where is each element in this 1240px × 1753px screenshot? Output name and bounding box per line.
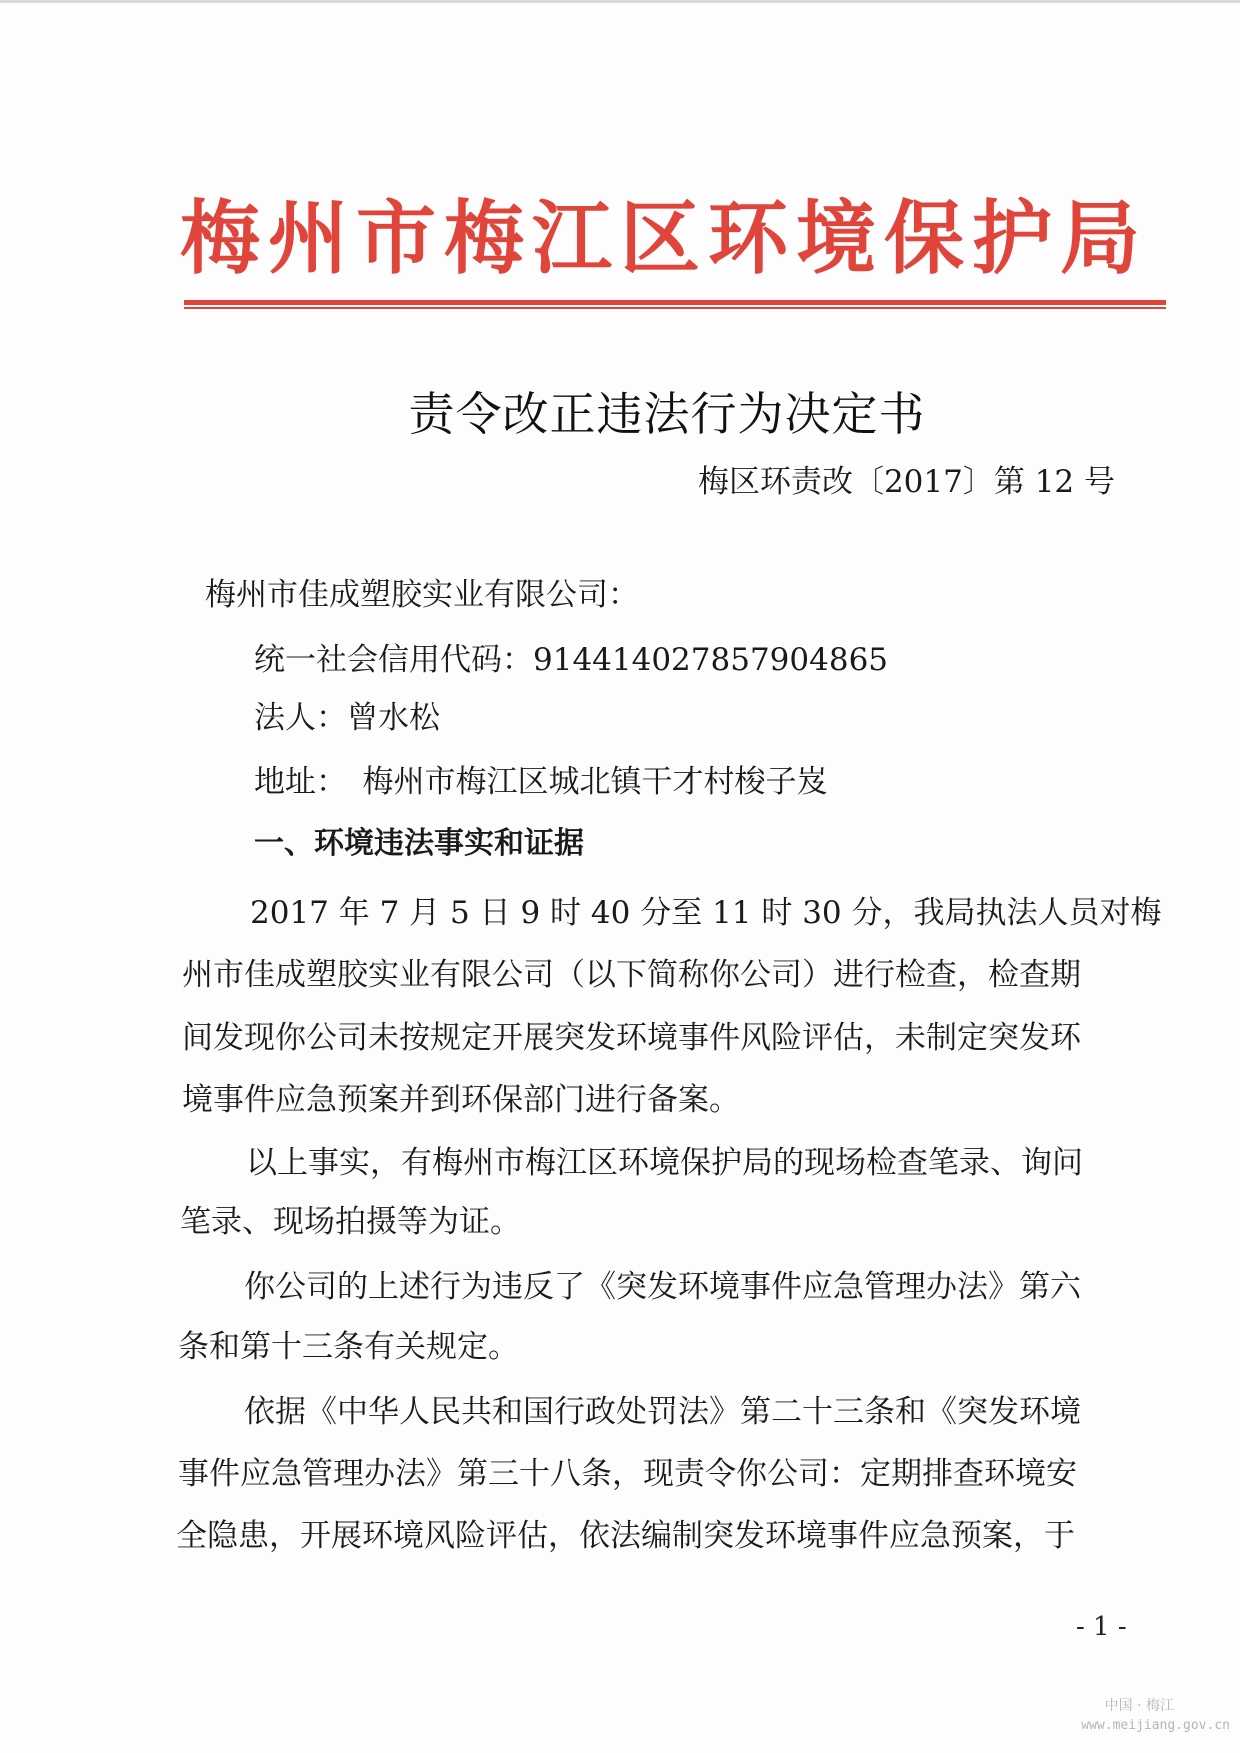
masthead-red-rule [184,300,1166,308]
paragraph-4-line-2: 事件应急管理办法》第三十八条，现责令你公司：定期排查环境安 [178,1456,1077,1492]
document-title: 责令改正违法行为决定书 [408,387,926,441]
legal-person: 法人：曾水松 [254,700,440,736]
document-number: 梅区环责改〔2017〕第 12 号 [697,464,1115,500]
paragraph-1-line-1: 2017 年 7 月 5 日 9 时 40 分至 11 时 30 分，我局执法人员对梅 [250,895,1162,931]
paragraph-2-line-2: 笔录、现场拍摄等为证。 [180,1204,521,1240]
paragraph-4-line-1: 依据《中华人民共和国行政处罚法》第二十三条和《突发环境 [244,1394,1081,1430]
watermark-site: www.meijiang.gov.cn [1081,1717,1230,1733]
watermark-name: 中国 · 梅江 [1104,1698,1174,1714]
red-rule-thick [184,300,1166,305]
site-watermark [1040,1697,1230,1735]
paragraph-2-line-1: 以上事实，有梅州市梅江区环境保护局的现场检查笔录、询问 [246,1145,1083,1181]
address: 地址： 梅州市梅江区城北镇干才村梭子岌 [254,764,828,800]
recipient-name: 梅州市佳成塑胶实业有限公司： [205,577,639,613]
paragraph-1-line-3: 间发现你公司未按规定开展突发环境事件风险评估，未制定突发环 [182,1020,1081,1056]
paragraph-3-line-2: 条和第十三条有关规定。 [178,1329,519,1365]
paragraph-4-line-3: 全隐患，开展环境风险评估，依法编制突发环境事件应急预案，于 [176,1518,1075,1554]
agency-masthead: 梅州市梅江区环境保护局 [180,191,1148,285]
section-heading-facts: 一、环境违法事实和证据 [254,826,584,861]
paragraph-1-line-4: 境事件应急预案并到环保部门进行备案。 [182,1082,740,1118]
page-number: - 1 - [1076,1612,1127,1642]
paragraph-3-line-1: 你公司的上述行为违反了《突发环境事件应急管理办法》第六 [244,1269,1081,1305]
credit-code: 统一社会信用代码：914414027857904865 [254,642,889,678]
red-rule-thin [184,307,1166,309]
paragraph-1-line-2: 州市佳成塑胶实业有限公司（以下简称你公司）进行检查，检查期 [182,957,1081,993]
scan-edge [0,0,1240,3]
